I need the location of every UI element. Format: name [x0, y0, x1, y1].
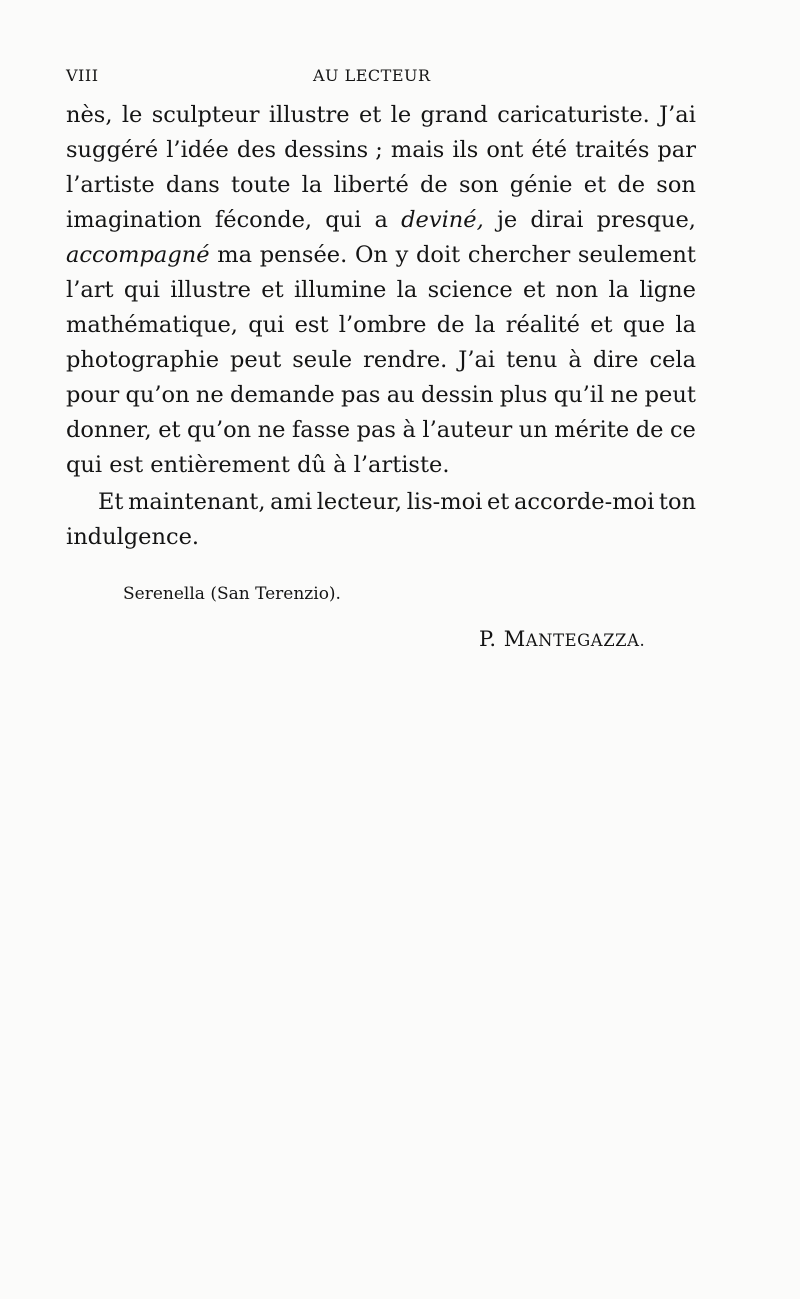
word: presque, [596, 207, 696, 233]
word: la [474, 312, 496, 338]
word: ami [270, 489, 313, 515]
word: grand [420, 102, 488, 128]
word: pensée. [259, 242, 348, 268]
text-line [66, 520, 696, 555]
word: rendre. [363, 347, 448, 373]
word: dessin [420, 382, 494, 408]
text-line [66, 485, 696, 520]
word: J’ai [458, 347, 496, 373]
word: On [354, 242, 388, 268]
word: pas [356, 417, 396, 443]
word: photographie [66, 347, 220, 373]
word: qu’on [125, 382, 190, 408]
word: a [374, 207, 388, 233]
word: des [236, 137, 277, 163]
word: nès, [66, 102, 113, 128]
word: dirai [530, 207, 584, 233]
word: par [657, 137, 696, 163]
word: génie [509, 172, 573, 198]
word: accorde-moi [513, 489, 655, 515]
word: et [486, 489, 510, 515]
word: sculpteur [151, 102, 260, 128]
word: à [568, 347, 582, 373]
word: science [427, 277, 513, 303]
signature [479, 627, 645, 651]
word: ne [195, 382, 224, 408]
word: non [555, 277, 599, 303]
word: lecteur, [316, 489, 403, 515]
word: illustre [268, 102, 350, 128]
signature-initial: P. M [479, 627, 526, 651]
word: le [390, 102, 412, 128]
word: qu’il [553, 382, 605, 408]
word: qui [325, 207, 362, 233]
word: l’auteur [422, 417, 513, 443]
word: pas [341, 382, 381, 408]
word: de [420, 172, 448, 198]
word: je [496, 207, 518, 233]
word: seulement [577, 242, 696, 268]
word: la [675, 312, 696, 338]
word: demande [230, 382, 335, 408]
word: l’idée [166, 137, 229, 163]
word: mérite [554, 417, 630, 443]
word: la [301, 172, 323, 198]
word: caricaturiste. [497, 102, 650, 128]
text-line [66, 238, 696, 273]
word: peut [230, 347, 282, 373]
text-line [66, 308, 696, 343]
running-head [66, 66, 700, 94]
word: à [402, 417, 416, 443]
word: fasse [291, 417, 351, 443]
word: imagination [66, 207, 202, 233]
word: que [622, 312, 666, 338]
word: traités [575, 137, 650, 163]
word: et [590, 312, 613, 338]
word: son [458, 172, 499, 198]
word: réalité [505, 312, 580, 338]
word: donner, [66, 417, 152, 443]
text-line [66, 168, 696, 203]
text-line [66, 378, 696, 413]
word: ne [257, 417, 286, 443]
word: féconde, [214, 207, 313, 233]
word: maintenant, [128, 489, 266, 515]
word: dire [592, 347, 639, 373]
word: et [261, 277, 284, 303]
word: qui [248, 312, 285, 338]
place-line: Serenella (San Terenzio). [123, 584, 341, 604]
body-text [66, 98, 696, 555]
text-line [66, 343, 696, 378]
text-line [66, 448, 696, 483]
word: suggéré [66, 137, 159, 163]
header-title: AU LECTEUR [313, 66, 431, 85]
word: accompagné [66, 242, 210, 268]
word: liberté [333, 172, 409, 198]
word: illumine [293, 277, 387, 303]
word: un [518, 417, 548, 443]
word: de [635, 417, 664, 443]
word: ne [610, 382, 639, 408]
word: ce [669, 417, 696, 443]
word: qu’on [187, 417, 252, 443]
word: plus [499, 382, 548, 408]
word: le [121, 102, 143, 128]
word: lis-moi [406, 489, 483, 515]
page-number: VIII [66, 66, 99, 85]
word: indulgence. [66, 524, 200, 550]
word: et [583, 172, 607, 198]
word: peut [644, 382, 696, 408]
word: illustre [170, 277, 251, 303]
word: ligne [639, 277, 696, 303]
word: l’artiste [66, 172, 155, 198]
word: pour [66, 382, 120, 408]
text-line [66, 133, 696, 168]
word: ils [452, 137, 479, 163]
text-line [66, 203, 696, 238]
word: Et [98, 489, 124, 515]
word: et [522, 277, 546, 303]
word: de [617, 172, 646, 198]
word: dans [165, 172, 220, 198]
word: et [358, 102, 382, 128]
word: l’ombre [338, 312, 427, 338]
word: de [436, 312, 465, 338]
word: J’ai [659, 102, 696, 128]
word: qui [123, 277, 160, 303]
word: qui est entièrement dû à l’artiste. [66, 452, 450, 478]
signature-rest: ANTEGAZZA. [525, 631, 646, 650]
word: ont [486, 137, 524, 163]
word: y [395, 242, 409, 268]
word: ton [658, 489, 696, 515]
word: mais [390, 137, 445, 163]
word: tenu [506, 347, 558, 373]
word: au [386, 382, 415, 408]
word: l’art [66, 277, 114, 303]
word: deviné, [401, 207, 484, 233]
word: et [158, 417, 181, 443]
word: son [656, 172, 696, 198]
word: la [396, 277, 418, 303]
word: la [608, 277, 630, 303]
text-line [66, 98, 696, 133]
text-line [66, 413, 696, 448]
word: ma [217, 242, 252, 268]
word: est [294, 312, 329, 338]
word: mathématique, [66, 312, 238, 338]
word: été [531, 137, 568, 163]
word: doit [416, 242, 461, 268]
word: chercher [467, 242, 571, 268]
word: toute [231, 172, 291, 198]
word: seule [292, 347, 353, 373]
word: cela [649, 347, 696, 373]
text-line [66, 273, 696, 308]
word: dessins ; [284, 137, 383, 163]
